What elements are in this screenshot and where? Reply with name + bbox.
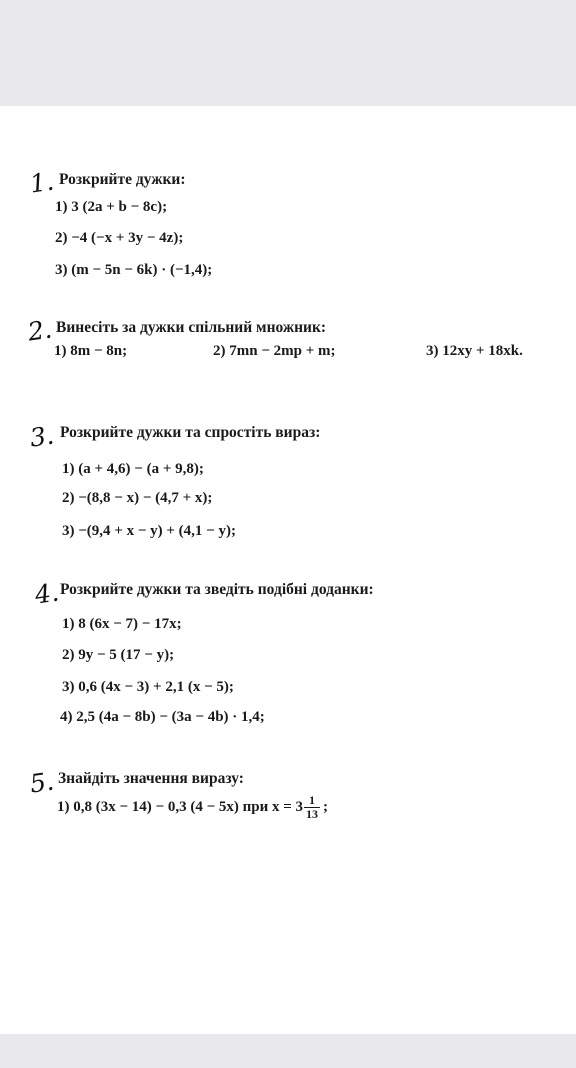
task-2-item-1: 1) 8m − 8n; [54, 343, 128, 359]
task-3-title: Розкрийте дужки та спростіть вираз: [60, 424, 321, 441]
task-4-number: 4. [33, 577, 61, 610]
task-4-title: Розкрийте дужки та зведіть подібні доданки: [60, 581, 374, 598]
task-1-number: 1. [28, 166, 56, 199]
task-5-title: Знайдіть значення виразу: [58, 770, 244, 787]
fraction-denominator: 13 [306, 807, 319, 821]
task-1-item-1: 1) 3 (2a + b − 8c); [55, 199, 168, 215]
task-2-item-3: 3) 12xy + 18xk. [426, 343, 523, 359]
task-4-item-3: 3) 0,6 (4x − 3) + 2,1 (x − 5); [62, 679, 234, 695]
task-5-expression: 1) 0,8 (3x − 14) − 0,3 (4 − 5x) при x = 3 [57, 798, 304, 815]
task-3-item-2: 2) −(8,8 − x) − (4,7 + x); [62, 490, 213, 506]
task-1-title: Розкрийте дужки: [59, 171, 186, 188]
worksheet-page [0, 106, 576, 1034]
task-2-item-2: 2) 7mn − 2mp + m; [213, 343, 336, 359]
task-4-item-4: 4) 2,5 (4a − 8b) − (3a − 4b) · 1,4; [60, 709, 265, 725]
task-3-item-1: 1) (a + 4,6) − (a + 9,8); [62, 461, 204, 477]
task-4-item-1: 1) 8 (6x − 7) − 17x; [62, 616, 182, 632]
task-5-item-1 [57, 794, 328, 821]
task-3-number: 3. [28, 420, 56, 453]
task-1-item-3: 3) (m − 5n − 6k) · (−1,4); [55, 262, 213, 278]
task-4-item-2: 2) 9y − 5 (17 − y); [62, 647, 175, 663]
task-5-number: 5. [28, 766, 56, 799]
task-3-item-3: 3) −(9,4 + x − y) + (4,1 − y); [62, 523, 236, 539]
fraction-numerator: 1 [309, 793, 316, 807]
mixed-number-fraction [304, 794, 320, 821]
task-1-item-2: 2) −4 (−x + 3y − 4z); [55, 230, 184, 246]
task-2-title: Винесіть за дужки спільний множник: [56, 319, 327, 336]
task-5-tail: ; [323, 798, 329, 815]
task-2-number: 2. [26, 314, 54, 347]
